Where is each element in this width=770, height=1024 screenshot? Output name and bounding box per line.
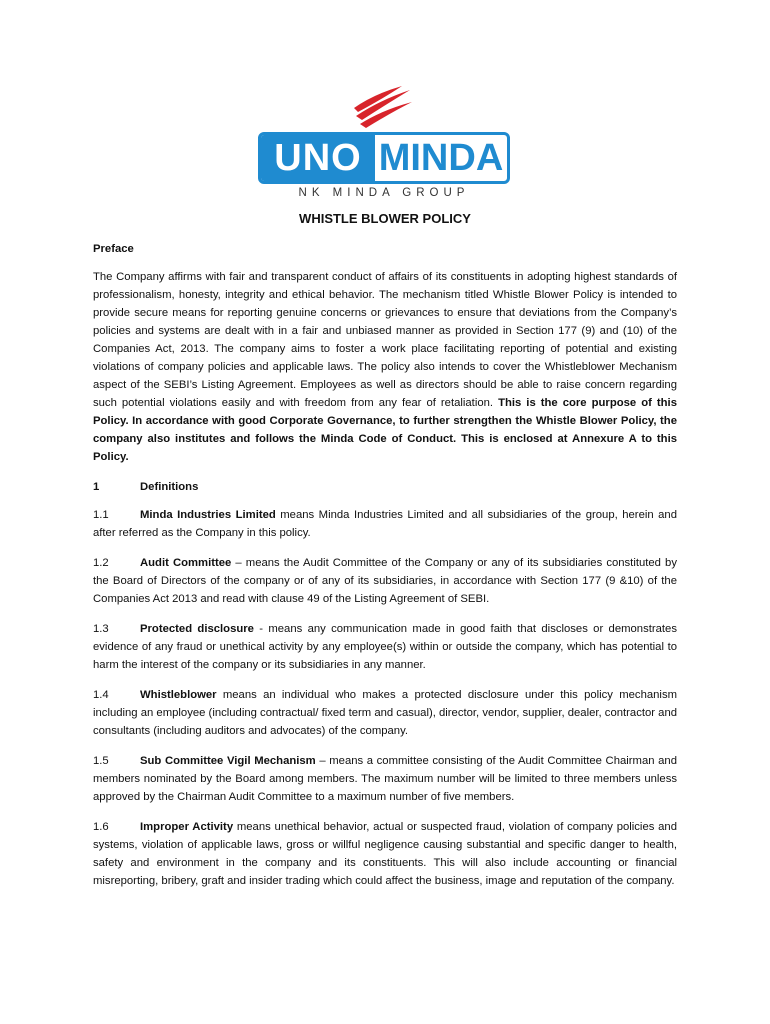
definition-text: – means the Audit Committee of the Company or any of its subsidiaries constituted by the Board of Directors of the company or of any of its subsidiaries, in accordance with Section 177 (9 &10) of the Companies Act 2013 and read with clause 49 of the Listing Agreement of SEBI.: [93, 557, 677, 605]
document-title: WHISTLE BLOWER POLICY: [299, 211, 471, 226]
preface-paragraph: [93, 268, 677, 466]
definition-item: [93, 554, 677, 608]
definition-text: - means any communication made in good faith that discloses or demonstrates evidence of any fraud or unethical activity by any employee(s) within or outside the company, which has potential to harm the interest of the company or its subsidiaries in any manner.: [93, 623, 677, 671]
section-number: 1: [93, 481, 100, 493]
definition-term: Sub Committee Vigil Mechanism: [140, 755, 316, 767]
section-heading: [93, 478, 677, 496]
definition-number: 1.1: [93, 509, 109, 521]
definition-term: Minda Industries Limited: [140, 509, 276, 521]
company-logo: [258, 86, 512, 204]
definition-number: 1.3: [93, 623, 109, 635]
definition-item: [93, 818, 677, 890]
definition-text: means Minda Industries Limited and all subsidiaries of the group, herein and after referred as the Company in this policy.: [93, 509, 677, 539]
logo-uno-text: UNO: [261, 135, 375, 181]
definition-item: [93, 506, 677, 542]
definition-item: [93, 752, 677, 806]
preface-bold-text: This is the core purpose of this Policy. In accordance with good Corporate Governance, to further strengthen the Whistle Blower Policy, the company also institutes and follows the Minda Code of Conduct. This is enclosed at Annexure A to this Policy.: [93, 397, 677, 463]
logo-swoosh-icon: [350, 86, 416, 130]
logo-wordmark: [258, 132, 510, 184]
definition-term: Improper Activity: [140, 821, 234, 833]
definition-number: 1.4: [93, 689, 109, 701]
definition-number: 1.6: [93, 821, 109, 833]
definition-item: [93, 620, 677, 674]
definition-term: Whistleblower: [140, 689, 217, 701]
definition-item: [93, 686, 677, 740]
definition-term: Audit Committee: [140, 557, 232, 569]
preface-text: The Company affirms with fair and transparent conduct of affairs of its constituents in adopting highest standards of professionalism, honesty, integrity and ethical behavior. The mechanism titled Whistle Blower Policy is intended to provide secure means for reporting genuine concerns or grievances to ensure that deviations from the Company’s policies and systems are dealt with in a fair and unbiased manner as provided in Section 177 (9) and (10) of the Companies Act, 2013. The company aims to foster a work place facilitating reporting of potential and existing violations of company policies and applicable laws. The policy also intends to cover the Whistleblower Mechanism aspect of the SEBI’s Listing Agreement. Employees as well as directors should be able to raise concern regarding such potential violations easily and with freedom from any fear of retaliation.: [93, 271, 677, 409]
definition-term: Protected disclosure: [140, 623, 254, 635]
definition-text: means an individual who makes a protected disclosure under this policy mechanism including an employee (including contractual/ fixed term and casual), director, vendor, supplier, dealer, contractor and consultants (including auditors and advocates) of the company.: [93, 689, 678, 737]
definition-text: means unethical behavior, actual or suspected fraud, violation of company policies and systems, violation of applicable laws, gross or willful negligence causing substantial and specific danger to health, safety and environment in the company and its constituents. This will also include accounting or financial misreporting, bribery, graft and insider trading which could affect the business, image and reputation of the company.: [93, 821, 677, 887]
definition-number: 1.5: [93, 755, 109, 767]
logo-minda-text: MINDA: [378, 137, 504, 179]
preface-heading: Preface: [93, 243, 134, 255]
document-body: [93, 240, 677, 902]
section-title: Definitions: [140, 481, 199, 493]
logo-tagline: NK MINDA GROUP: [298, 187, 470, 199]
definition-text: – means a committee consisting of the Audit Committee Chairman and members nominated by the Board among members. The maximum number will be limited to three members unless approved by the Chairman Audit Committee to a maximum number of five members.: [93, 755, 677, 803]
definition-number: 1.2: [93, 557, 109, 569]
